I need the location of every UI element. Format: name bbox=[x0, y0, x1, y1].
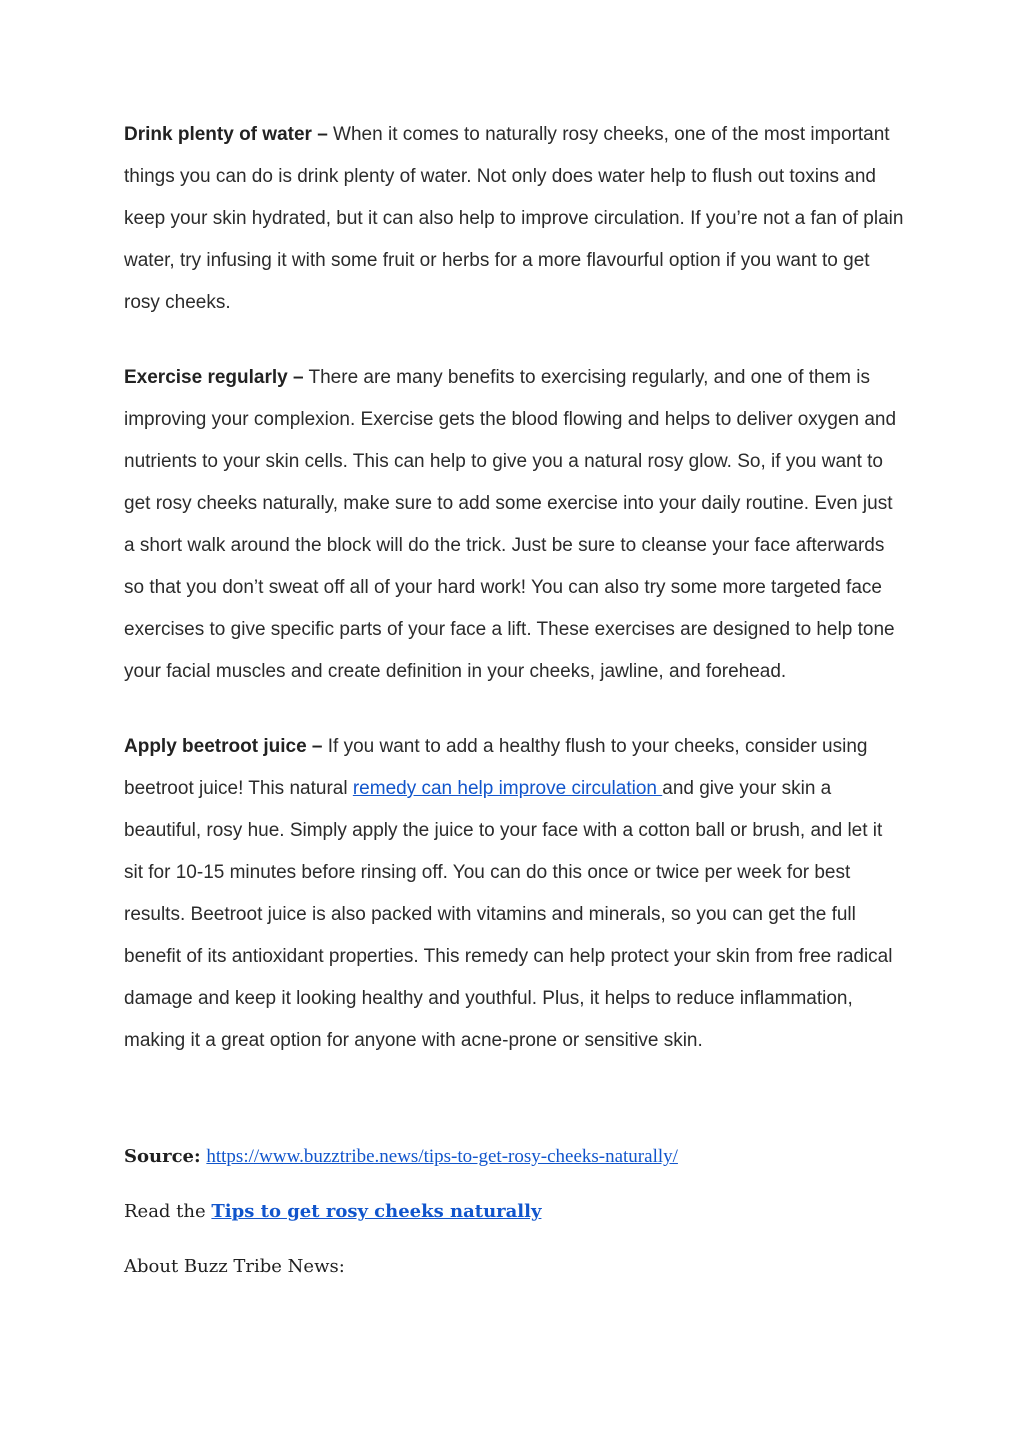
source-url-link[interactable]: https://www.buzztribe.news/tips-to-get-rosy-cheeks-naturally/ bbox=[206, 1146, 678, 1167]
paragraph-text: When it comes to naturally rosy cheeks, one of the most important things you can do is drink plenty of water. Not only does water help to flush out toxins and keep your skin hydrated, but it can also help to improve circulation. If you’re not a fan of plain water, try infusing it with some fruit or herbs for a more flavourful option if you want to get rosy cheeks. bbox=[124, 124, 904, 313]
paragraph-exercise bbox=[124, 357, 904, 693]
read-line bbox=[124, 1200, 541, 1224]
paragraph-heading: Drink plenty of water – bbox=[124, 124, 328, 145]
paragraph-text: There are many benefits to exercising regularly, and one of them is improving your complexion. Exercise gets the blood flowing and helps to deliver oxygen and nutrients to your skin cells. This can help to give you a natural rosy glow. So, if you want to get rosy cheeks naturally, make sure to add some exercise into your daily routine. Even just a short walk around the block will do the trick. Just be sure to cleanse your face afterwards so that you don’t sweat off all of your hard work! You can also try some more targeted face exercises to give specific parts of your face a lift. These exercises are designed to help tone your facial muscles and create definition in your cheeks, jawline, and forehead. bbox=[124, 367, 897, 682]
document-body bbox=[124, 114, 904, 1277]
paragraph-text: and give your skin a beautiful, rosy hue. Simply apply the juice to your face with a cotton ball or brush, and let it sit for 10-15 minutes before rinsing off. You can do this once or twice per week for best results. Beetroot juice is also packed with vitamins and minerals, so you can get the full benefit of its antioxidant properties. This remedy can help protect your skin from free radical damage and keep it looking healthy and youthful. Plus, it helps to reduce inflammation, making it a great option for anyone with acne-prone or sensitive skin. bbox=[124, 778, 893, 1051]
read-article-link[interactable]: Tips to get rosy cheeks naturally bbox=[211, 1201, 542, 1222]
source-line bbox=[124, 1145, 678, 1169]
source-label: Source: bbox=[124, 1146, 201, 1167]
paragraph-drink-water bbox=[124, 114, 904, 324]
paragraph-text: If you want to add a healthy flush to your cheeks, consider using beetroot juice! This natural bbox=[124, 736, 868, 799]
paragraph-heading: Apply beetroot juice – bbox=[124, 736, 323, 757]
read-prefix: Read the bbox=[124, 1201, 206, 1222]
paragraph-heading: Exercise regularly – bbox=[124, 367, 304, 388]
about-label: About Buzz Tribe News: bbox=[124, 1256, 345, 1277]
about-heading bbox=[124, 1255, 345, 1279]
circulation-link[interactable]: remedy can help improve circulation bbox=[352, 778, 663, 799]
paragraph-beetroot bbox=[124, 726, 904, 1062]
